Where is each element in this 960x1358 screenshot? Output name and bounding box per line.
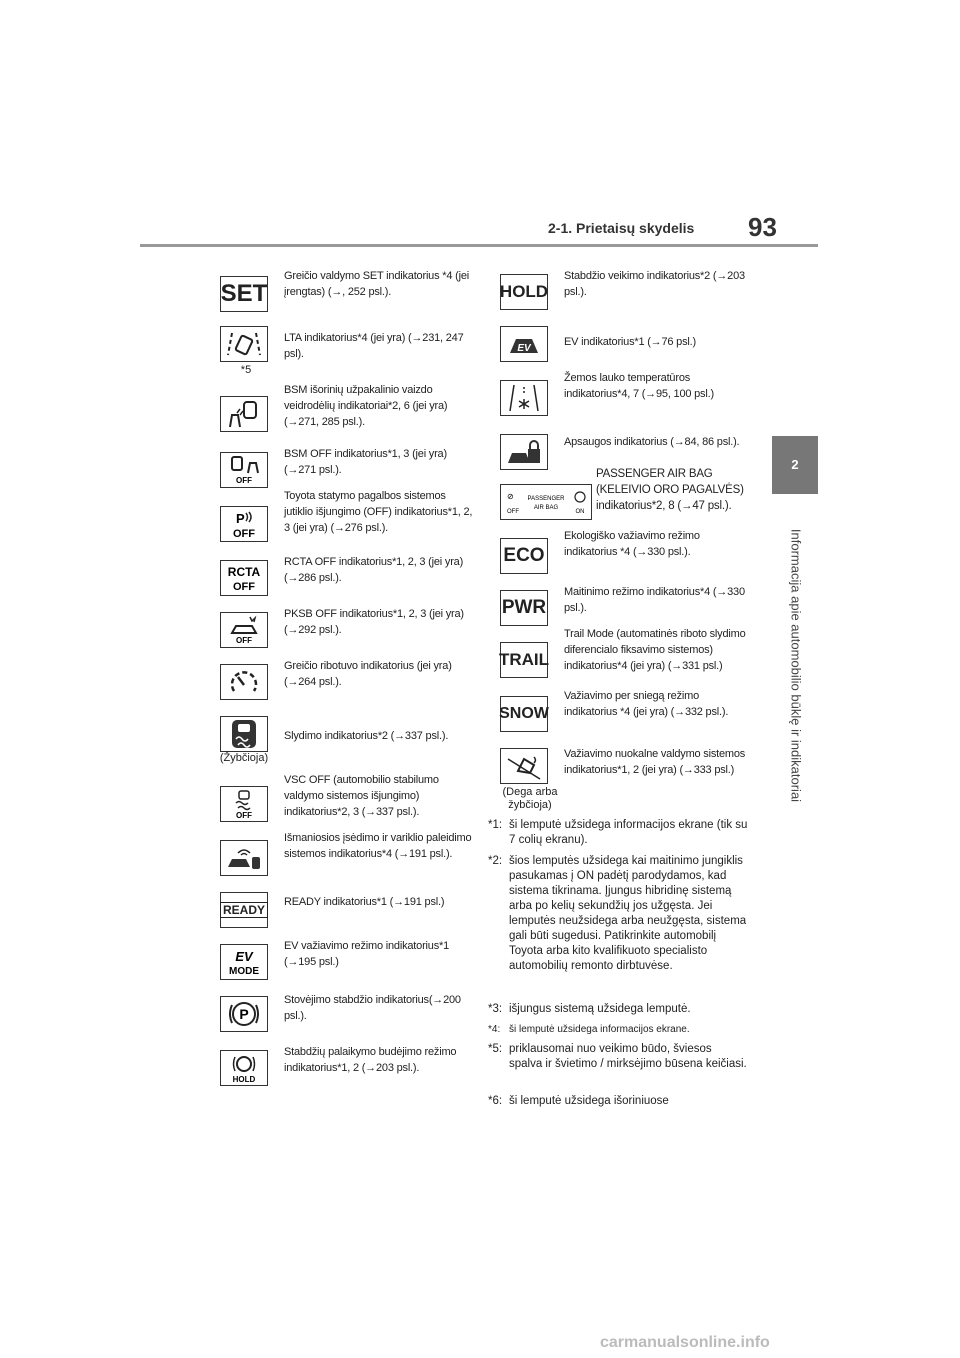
park-off-icon <box>220 506 268 542</box>
lta-caption: *5 <box>240 364 252 376</box>
vsc-off-icon <box>220 786 268 822</box>
svg-text:OFF: OFF <box>233 581 255 593</box>
footnote: *3: išjungus sistemą užsidega lemputė. <box>488 1003 691 1015</box>
svg-text:OFF: OFF <box>233 528 255 539</box>
right-item-text: Maitinimo režimo indikatorius*4 (→330 psl.). <box>564 586 745 614</box>
left-item-text: Greičio valdymo SET indikatorius *4 (jei įrengtas) (→, 252 psl.). <box>284 270 469 298</box>
trail-indicator-icon: TRAIL <box>500 642 548 678</box>
right-item-text: Stabdžio veikimo indikatorius*2 (→203 psl.). <box>564 270 745 298</box>
footnote: *2: šios lemputės užsidega kai maitinimo jungiklis pasukamas į ON padėtį parodydamos, kad sistema tikrinama. Įjungus hibridinę sistemą arba po kelių sekundžių jos užgęsta. Jei lemputės neužsidega arba neužgęsta, sistema gali būti sugedusi. Patikrinkite automobilį Toyota arba kito kvalifikuoto specialisto automobilių remonto dirbtuvėse. <box>488 855 747 972</box>
pwr-indicator-icon: PWR <box>500 590 548 626</box>
watermark: carmanualsonline.info <box>600 1334 770 1351</box>
left-item-text: Slydimo indikatorius*2 (→337 psl.). <box>284 730 449 742</box>
left-item-text: Išmaniosios įsėdimo ir variklio paleidimo sistemos indikatorius*4 (→191 psl.). <box>284 832 472 860</box>
hold-indicator-icon: HOLD <box>500 274 548 310</box>
svg-text:RCTA: RCTA <box>227 565 261 579</box>
svg-text:OFF: OFF <box>507 509 519 515</box>
right-item-text: Važiavimo per sniegą režimo indikatorius *4 (jei yra) (→332 psl.). <box>564 690 729 718</box>
left-item-text: READY indikatorius*1 (→191 psl.) <box>284 896 445 908</box>
svg-text:EV: EV <box>517 343 531 354</box>
left-item-text: LTA indikatorius*4 (jei yra) (→231, 247 psl). <box>284 332 464 360</box>
section-title: 2-1. Prietaisų skydelis <box>548 220 695 236</box>
svg-text:AIR BAG: AIR BAG <box>533 505 559 511</box>
pksb-off-icon <box>220 612 268 648</box>
eco-indicator-icon: ECO <box>500 538 548 574</box>
rcta-off-icon <box>220 560 268 596</box>
svg-text:OFF: OFF <box>236 811 252 819</box>
side-label <box>784 510 808 830</box>
right-item-text: EV indikatorius*1 (→76 psl.) <box>564 336 696 348</box>
svg-text:HOLD: HOLD <box>232 1075 256 1083</box>
left-item-text: Stovėjimo stabdžio indikatorius(→200 psl.). <box>284 994 461 1022</box>
left-item-text: Greičio ribotuvo indikatorius (jei yra) (→264 psl.). <box>284 660 452 688</box>
svg-text:P: P <box>236 511 245 526</box>
left-item-text: PKSB OFF indikatorius*1, 2, 3 (jei yra) (→292 psl.). <box>284 608 464 636</box>
lta-icon <box>220 326 268 362</box>
right-item-text: Žemos lauko temperatūros indikatorius*4, 7 (→95, 100 psl.) <box>564 372 714 400</box>
security-icon <box>500 434 548 470</box>
left-item-text: EV važiavimo režimo indikatorius*1 (→195 psl.) <box>284 940 449 968</box>
svg-text:ON: ON <box>575 509 585 515</box>
set-indicator-icon: SET <box>220 276 268 312</box>
footnote: *4: ši lemputė užsidega informacijos ekrane. <box>488 1024 690 1035</box>
left-item-text: Toyota statymo pagalbos sistemos jutiklio išjungimo (OFF) indikatorius*1, 2, 3 (jei yra) (→276 psl.). <box>284 490 473 534</box>
right-item-text: Važiavimo nuokalne valdymo sistemos indikatorius*1, 2 (jei yra) (→333 psl.) <box>564 748 746 776</box>
svg-text:OFF: OFF <box>236 636 252 645</box>
left-item-text: Stabdžių palaikymo budėjimo režimo indikatorius*1, 2 (→203 psl.). <box>284 1046 457 1074</box>
right-item-text: PASSENGER AIR BAG (KELEIVIO ORO PAGALVĖS) indikatorius*2, 8 (→47 psl.). <box>596 468 744 512</box>
slip-caption: (Žybčioja) <box>219 752 269 764</box>
airbag-off-icon <box>500 484 592 520</box>
svg-text:MODE: MODE <box>229 966 259 977</box>
smart-entry-icon <box>220 840 268 876</box>
svg-text:P: P <box>239 1006 249 1022</box>
slip-icon <box>220 716 268 752</box>
left-item-text: VSC OFF (automobilio stabilumo valdymo sistemos išjungimo) indikatorius*2, 3 (→337 psl.). <box>284 774 439 818</box>
right-item-text: Trail Mode (automatinės riboto slydimo diferencialo fiksavimo sistemos) indikatorius*4 (jei yra) (→331 psl.) <box>564 628 746 672</box>
speed-limiter-icon <box>220 664 268 700</box>
svg-text:⊘: ⊘ <box>507 492 514 501</box>
svg-text:PASSENGER: PASSENGER <box>527 496 565 502</box>
bsm-off-icon <box>220 452 268 488</box>
left-item-text: BSM išorinių užpakalinio vaizdo veidrodėlių indikatoriai*2, 6 (jei yra) (→271, 285 psl.). <box>284 384 448 428</box>
parking-brake-icon <box>220 996 268 1032</box>
svg-text:EV: EV <box>235 949 253 964</box>
bsm-icon <box>220 396 268 432</box>
low-temp-icon <box>500 380 548 416</box>
side-label-text: Informacija apie automobilio būklę ir indikatoriai <box>788 528 804 803</box>
dac-icon <box>500 748 548 784</box>
ev-mode-icon <box>220 944 268 980</box>
footnote: *6: ši lemputė užsidega išoriniuose <box>488 1095 669 1107</box>
left-item-text: BSM OFF indikatorius*1, 3 (jei yra) (→271 psl.). <box>284 448 447 476</box>
chapter-tab: 2 <box>772 436 818 494</box>
footnote: *1: ši lemputė užsidega informacijos ekrane (tik su 7 colių ekranu). <box>488 819 748 846</box>
dac-caption: (Dega arba žybčioja) <box>502 786 558 811</box>
footnote: *5: priklausomai nuo veikimo būdo, šviesos spalva ir švietimo / mirksėjimo būsena keičiasi. <box>488 1043 747 1070</box>
right-item-text: Ekologiško važiavimo režimo indikatorius *4 (→330 psl.). <box>564 530 700 558</box>
right-item-text: Apsaugos indikatorius (→84, 86 psl.). <box>564 436 740 448</box>
snow-indicator-icon: SNOW <box>500 696 548 732</box>
ev-icon <box>500 326 548 362</box>
page-number: 93 <box>748 212 777 242</box>
left-item-text: RCTA OFF indikatorius*1, 2, 3 (jei yra) (→286 psl.). <box>284 556 464 584</box>
svg-text:OFF: OFF <box>236 476 252 485</box>
header-rule <box>140 244 818 247</box>
ready-indicator-icon: READY <box>220 892 268 928</box>
brake-hold-icon <box>220 1050 268 1086</box>
